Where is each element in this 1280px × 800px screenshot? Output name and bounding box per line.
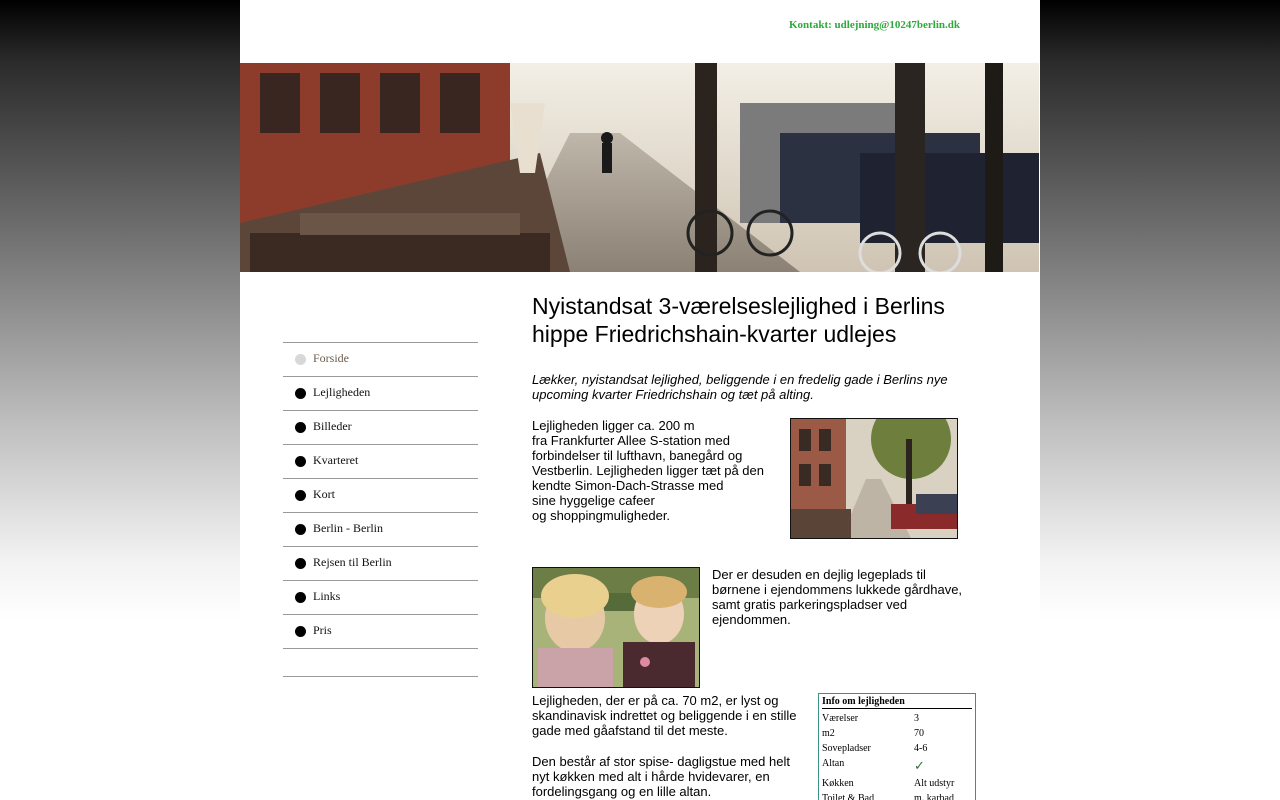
nav-item-berlin-berlin[interactable] <box>283 512 478 546</box>
main-content <box>532 292 972 800</box>
nav-item-label: Billeder <box>313 419 352 433</box>
nav-item-rejsen-til-berlin[interactable] <box>283 546 478 580</box>
page-title: Nyistandsat 3-værelseslejlighed i Berlins hippe Friedrichshain-kvarter udlejes <box>532 293 945 347</box>
nav-item-kvarteret[interactable] <box>283 444 478 478</box>
nav-item-lejligheden[interactable] <box>283 376 478 410</box>
bullet-icon <box>295 422 306 433</box>
street-scene-illustration <box>240 63 1039 272</box>
text-line: kendte Simon-Dach-Strasse med <box>532 478 724 493</box>
info-value: 70 <box>914 728 924 739</box>
nav-item-forside[interactable] <box>283 342 478 376</box>
nav-divider <box>283 676 478 677</box>
table-row <box>822 756 972 776</box>
text-line: sine hyggelige cafeer <box>532 493 655 508</box>
nav-item-label: Kort <box>313 487 335 501</box>
info-value: Alt udstyr <box>914 778 955 789</box>
info-key: Værelser <box>822 713 859 724</box>
info-table <box>822 711 972 800</box>
table-row <box>822 776 972 791</box>
info-key: Altan <box>822 758 845 769</box>
info-key: Køkken <box>822 778 854 789</box>
bullet-icon <box>295 388 306 399</box>
street-photo <box>790 418 958 539</box>
page <box>240 0 1040 800</box>
children-photo <box>532 567 700 688</box>
info-key: m2 <box>822 728 835 739</box>
text-line: Lejligheden ligger ca. 200 m <box>532 418 695 433</box>
bullet-icon <box>295 558 306 569</box>
nav-item-pris[interactable] <box>283 614 478 648</box>
bullet-icon <box>295 626 306 637</box>
nav-item-label: Lejligheden <box>313 385 371 399</box>
nav-item-billeder[interactable] <box>283 410 478 444</box>
table-row <box>822 711 972 726</box>
nav-item-label: Berlin - Berlin <box>313 521 383 535</box>
playground-paragraph: Der er desuden en dejlig legeplads til børnene i ejendommens lukkede gårdhave, samt gratis parkeringspladser ved ejendommen. <box>712 567 963 627</box>
bullet-icon <box>295 592 306 603</box>
info-key: Toilet & Bad <box>822 793 875 800</box>
nav-item-kort[interactable] <box>283 478 478 512</box>
text-line: og shoppingmuligheder. <box>532 508 671 523</box>
bullet-icon <box>295 456 306 467</box>
info-value: 3 <box>914 713 919 724</box>
banner-image <box>240 63 1039 272</box>
nav-divider <box>283 648 478 676</box>
checkmark-icon: ✓ <box>914 758 925 773</box>
bullet-icon <box>295 490 306 501</box>
contact-email-link[interactable]: Kontakt: udlejning@10247berlin.dk <box>789 19 960 31</box>
street-photo-illustration <box>791 419 957 538</box>
info-value: m. karbad <box>914 793 954 800</box>
info-box-title: Info om lejligheden <box>822 696 972 709</box>
text-line: Vestberlin. Lejligheden ligger tæt på den <box>532 463 764 478</box>
text-line: forbindelser til lufthavn, banegård og <box>532 448 743 463</box>
size-paragraph: Lejligheden, der er på ca. 70 m2, er lyst og skandinavisk indrettet og beliggende i en stille gade med gåafstand til det meste. <box>532 693 797 738</box>
nav-item-label: Links <box>313 589 341 603</box>
layout-paragraph: Den består af stor spise- dagligstue med helt nyt køkken med alt i hårde hvidevarer, en fordelingsgang og en lille altan. <box>532 754 790 799</box>
nav-item-label: Forside <box>313 351 349 365</box>
children-photo-illustration <box>533 568 699 687</box>
table-row <box>822 741 972 756</box>
main-navigation <box>283 342 478 677</box>
bullet-icon <box>295 354 306 365</box>
nav-item-label: Pris <box>313 623 332 637</box>
lead-paragraph: Lækker, nyistandsat lejlighed, beliggende i en fredelig gade i Berlins nye upcoming kvarter Friedrichshain og tæt på alting. <box>532 372 948 402</box>
nav-item-label: Rejsen til Berlin <box>313 555 392 569</box>
bullet-icon <box>295 524 306 535</box>
info-key: Sovepladser <box>822 743 871 754</box>
nav-item-label: Kvarteret <box>313 453 359 467</box>
nav-item-links[interactable] <box>283 580 478 614</box>
text-line: fra Frankfurter Allee S-station med <box>532 433 730 448</box>
table-row <box>822 791 972 800</box>
location-paragraph <box>532 418 782 523</box>
table-row <box>822 726 972 741</box>
info-value: 4-6 <box>914 743 928 754</box>
apartment-info-box <box>818 693 976 800</box>
